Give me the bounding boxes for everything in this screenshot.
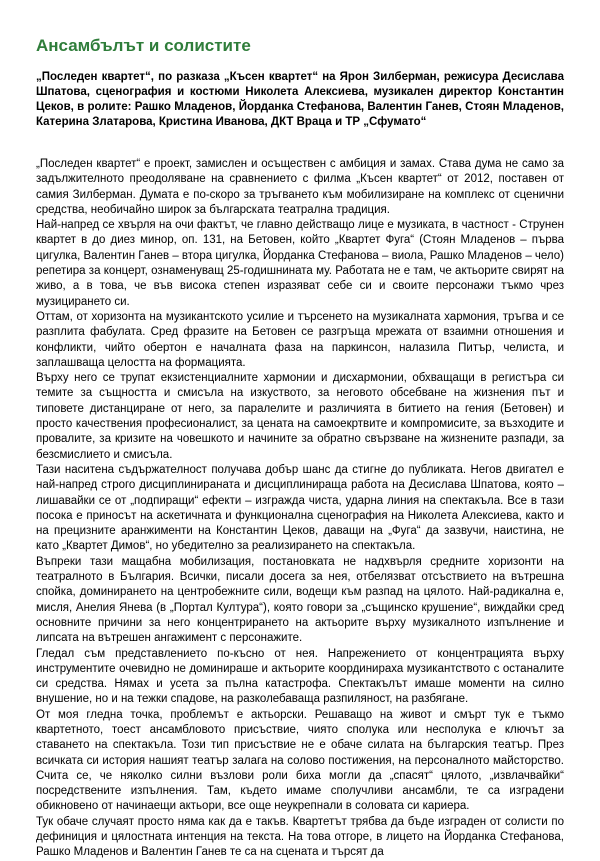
paragraph: Върху него се трупат екзистенциалните хармонии и дисхармонии, обхващащи в регистъра си темите за същността и смисъла на изкуството, за неговото обсебване на жизнения път и типовете дистанциране от него, за паралелите и различията в битието на гения (Бетовен) и просто качествения професионалист, за цената на самоекртвите и компромисите, за възходите и провалите, за кризите на човешкото и начините за обратно свързване на жизнените разпади, за безсмислието и смисъла.	[36, 372, 564, 461]
paragraph: Най-напред се хвърля на очи фактът, че главно действащо лице е музиката, в частност - Струнен квартет в до диез минор, оп. 131, на Бетовен, който „Квартет Фуга“ (Стоян Младенов – първа цигулка, Валентин Ганев – втора цигулка, Йорданка Стефанова – виола, Рашко Младенов – чело) репетира за концерт, ознаменуващ 25-годишнината му. Работата не е там, че актьорите свирят на живо, а в това, че във висока степен изразяват себе си и своите персонажи тъкмо чрез музицирането си.	[36, 219, 564, 308]
production-credits: „Последен квартет“, по разказа „Късен квартет“ на Ярон Зилберман, режисура Десислава Шпатова, сценография и костюми Николета Алексиева, музикален директор Константин Цеков, в ролите: Рашко Младенов, Йорданка Стефанова, Валентин Ганев, Стоян Младенов, Катерина Златарова, Кристина Иванова, ДКТ Враца и ТР „Сфумато“	[36, 71, 564, 128]
paragraph: От моя гледна точка, проблемът е актьорски. Решаващо на живот и смърт тук е тъкмо квартетното, тоест ансамбловото присъствие, чиято сполука или несполука е ключът за ставането на спектакъла. Този тип присъствие не е обаче силата на българския театър. През всичката си история нашият театър залага на солово постижения, на персоналното майсторство. Считa се, че няколко силни възлови роли биха могли да „спасят“ цялото, „извлачвайки“ посредствените изпълнения. Там, където имаме сполучливи ансамбли, те са изградени обикновено от начинаещи актьори, все още неукрепнали в соловата си кариера.	[36, 708, 564, 813]
paragraph: Оттам, от хоризонта на музикантското усилие и търсенето на музикалната хармония, тръгва и се разплита фабулата. Сред фразите на Бетовен се разгръща мрежата от взаимни отношения и конфликти, чийто обертон е началната фаза на паркинсон, налазила Питър, челиста, и заплашваща целостта на формацията.	[36, 310, 564, 369]
paragraph: Тук обаче случаят просто няма как да е такъв. Квартетът трябва да бъде изграден от солисти по дефиниция и цялостната интенция на текста. На това отгоре, в лицето на Йорданка Стефанова, Рашко Младенов и Валентин Ганев те са на сцената и търсят да	[36, 815, 564, 859]
paragraph: Тази наситена съдържателност получава добър шанс да стигне до публиката. Негов двигател е най-напред строго дисциплинираната и дисциплинираща работа на Десислава Шпатова, която – лишавайки се от „подпиращи“ ефекти – изгражда чиста, ударна линия на спектакъла. Все в тази посока е приносът на аскетичната и функционална сценография на Николета Алексиева, както и на прецизните аранжименти на Константин Цеков, даващи на „Фуга“ да зазвучи, наистина, не като „Квартет Димов“, но убедително за реализирането на спектакъла.	[36, 463, 564, 553]
paragraph: Въпреки тази мащабна мобилизация, постановката не надхвърля средните хоризонти на театралното в България. Всички, писали досега за нея, отбелязват отсъствието на вътрешна спойка, доминирането на центробежните сили, водещи към разпад на цялото. Най-радикална е, мисля, Анелия Янева (в „Портал Култура“), която говори за „същинско крушение“, виждайки сред основните причини за него концентрирането на актьорите върху музикалното изпълнение и липсата на вътрешен ангажимент с персонажите.	[36, 555, 564, 645]
article-title: Ансамбълът и солистите	[36, 36, 251, 55]
paragraph: Гледал съм представлението по-късно от нея. Напрежението от концентрацията върху инструментите очевидно не доминираше и актьорите координираха музикантството с останалите си средства. Нямах и усета за пълна катастрофа. Спектакълът имаше моменти на силно внушение, но и на тежки спадове, на разколебаваща разпиляност, на разбягане.	[36, 647, 564, 706]
paragraph: „Последен квартет“ е проект, замислен и осъществен с амбиция и замах. Става дума не само за задължителното преодоляване на сравнението с филма „Късен квартет“ от 2012, поставен от самия Зилберман. Думата е по-скоро за тръгването към мобилизиране на комплекс от сценични средства, необичайно широк за българската театрална традиция.	[36, 158, 564, 216]
article-body	[36, 157, 564, 861]
